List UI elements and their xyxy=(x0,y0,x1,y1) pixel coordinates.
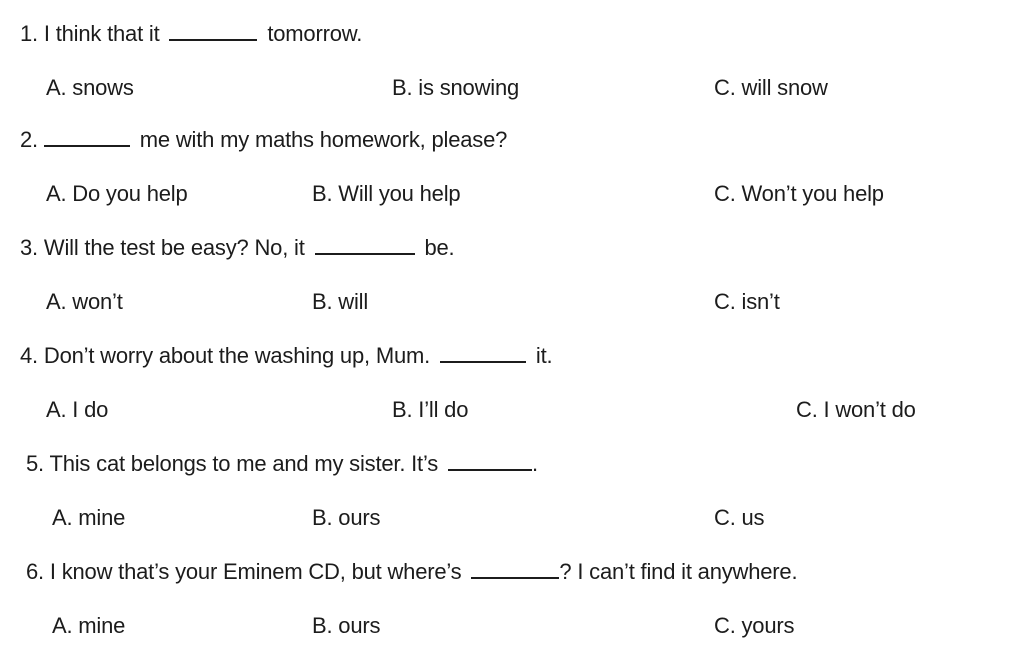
question-text-before: I know that’s your Eminem CD, but where’s xyxy=(49,559,462,584)
question-number: 5. xyxy=(26,451,44,476)
option-c: C. will snow xyxy=(714,75,828,100)
option-c: C. Won’t you help xyxy=(714,181,884,206)
question-text-after: . xyxy=(531,451,538,476)
question-5 xyxy=(26,450,538,478)
option-b: B. I’ll do xyxy=(392,397,469,422)
question-text-before: Will the test be easy? No, it xyxy=(43,235,305,260)
answer-blank xyxy=(440,345,526,363)
question-text-after: ? I can’t find it anywhere. xyxy=(559,559,798,584)
option-b: B. ours xyxy=(312,613,381,638)
option-b: B. ours xyxy=(312,505,381,530)
question-text-after: me with my maths homework, please? xyxy=(139,127,508,152)
answer-blank xyxy=(169,23,257,41)
option-a: A. won’t xyxy=(46,289,123,314)
option-c: C. yours xyxy=(714,613,795,638)
question-number: 1. xyxy=(20,21,38,46)
answer-blank xyxy=(44,129,130,147)
option-a: A. I do xyxy=(46,397,109,422)
question-6 xyxy=(26,558,797,586)
question-3 xyxy=(20,234,454,262)
question-text-before: This cat belongs to me and my sister. It’s xyxy=(49,451,439,476)
question-2 xyxy=(20,126,507,154)
option-a: A. Do you help xyxy=(46,181,188,206)
option-b: B. is snowing xyxy=(392,75,520,100)
question-text-after: be. xyxy=(424,235,455,260)
question-text-after: it. xyxy=(535,343,553,368)
option-c: C. I won’t do xyxy=(796,397,916,422)
question-number: 4. xyxy=(20,343,38,368)
answer-blank xyxy=(471,561,559,579)
option-c: C. us xyxy=(714,505,765,530)
question-4 xyxy=(20,342,552,370)
option-b: B. Will you help xyxy=(312,181,461,206)
question-text-after: tomorrow. xyxy=(267,21,363,46)
question-number: 6. xyxy=(26,559,44,584)
answer-blank xyxy=(448,453,532,471)
answer-blank xyxy=(315,237,415,255)
question-1 xyxy=(20,20,362,48)
question-text-before: I think that it xyxy=(43,21,160,46)
option-c: C. isn’t xyxy=(714,289,780,314)
question-number: 3. xyxy=(20,235,38,260)
option-b: B. will xyxy=(312,289,369,314)
question-text-before: Don’t worry about the washing up, Mum. xyxy=(43,343,431,368)
option-a: A. snows xyxy=(46,75,134,100)
option-a: A. mine xyxy=(52,505,126,530)
option-a: A. mine xyxy=(52,613,126,638)
question-number: 2. xyxy=(20,127,38,152)
